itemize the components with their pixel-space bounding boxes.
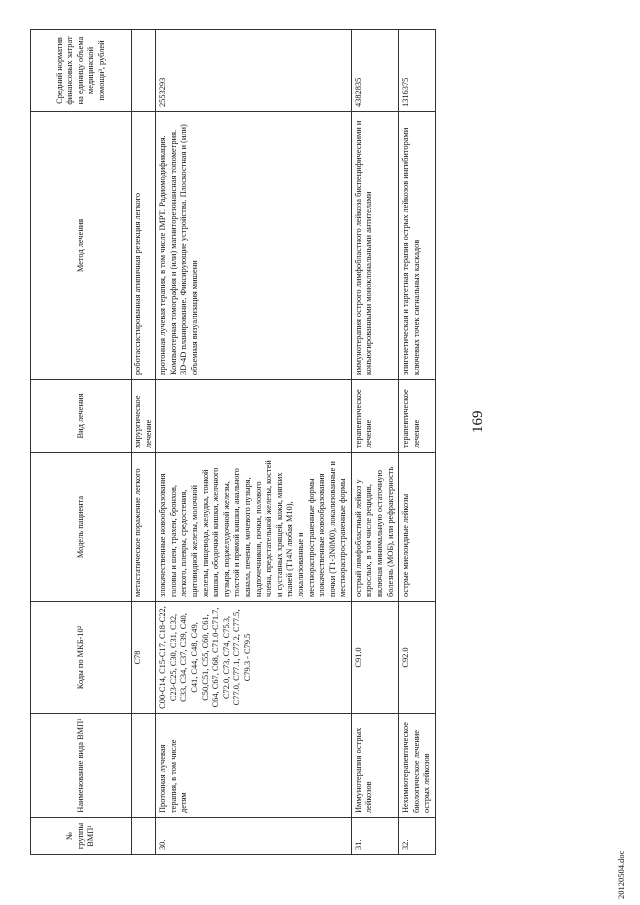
cell-method: эпигенетическая и таргетная терапия острых лейкозов ингибиторами ключевых точек сигнальных каскадов <box>399 112 436 380</box>
cell-codes: C91.0 <box>351 602 398 714</box>
cell-type <box>156 380 352 453</box>
table-row <box>132 30 156 855</box>
cell-cost: 4382835 <box>351 30 398 112</box>
table-header-row <box>31 30 132 855</box>
cell-type: терапевтическое лечение <box>399 380 436 453</box>
cell-num: 32. <box>399 818 436 855</box>
cell-codes: C00-C14, C15-C17, C18-C22, C23-C25, C30, C31, C32, C33, C34, C37, C39, C40, C41, C44, C48, C49, C50,C51, C55, C60, C61, C64, C67, C68, C71.0-C71.7, C72.0, C73, C74, C75.3, C77.0, C77.1, C77.2, C77.5, C79.3 - C79.5 <box>156 602 352 714</box>
cell-name: Нехимиотерапевтическое биологическое лечение острых лейкозов <box>399 714 436 818</box>
header-type: Вид лечения <box>31 380 132 453</box>
cell-name: Протонная лучевая терапия, в том числе детям <box>156 714 352 818</box>
cell-num <box>132 818 156 855</box>
header-name: Наименование вида ВМП¹ <box>31 714 132 818</box>
cell-codes: C92.0 <box>399 602 436 714</box>
page-number: 169 <box>470 410 486 433</box>
cell-name <box>132 714 156 818</box>
header-num: № группы ВМП¹ <box>31 818 132 855</box>
cell-name: Иммунотерапия острых лейкозов <box>351 714 398 818</box>
cell-cost: 2553293 <box>156 30 352 112</box>
cell-method: иммунотерапия острого лимфобластного лейкоза биспецифическими и конъюгированными моноклональными антителами <box>351 112 398 380</box>
header-model: Модель пациента <box>31 453 132 602</box>
table-row <box>351 30 398 855</box>
cell-type: хирургическое лечение <box>132 380 156 453</box>
header-codes: Коды по МКБ-10² <box>31 602 132 714</box>
header-method: Метод лечения <box>31 112 132 380</box>
footer-filename: 20120504.doc <box>616 850 626 899</box>
cell-num: 30. <box>156 818 352 855</box>
cell-method: протонная лучевая терапия, в том числе IMPT. Радиомодификация. Компьютерная томография и (или) магниторезонансная топометрия. 3D-4D планирование. Фиксирующие устройства. Плоскостная и (или) объемная визуализация мишени <box>156 112 352 380</box>
cell-codes: C78 <box>132 602 156 714</box>
cell-model: острый лимфобластный лейкоз у взрослых, в том числе рецидив, включая минимальную остаточную болезнь (МОБ), или рефрактерность <box>351 453 398 602</box>
cell-cost <box>132 30 156 112</box>
cell-model: злокачественные новообразования головы и шеи, трахеи, бронхов, легкого, плевры, средостения, щитовидной железы, молочной железы, пищевода, желудка, тонкой кишки, ободочной кишки, желчного пузыря, поджелудочной железы, толстой и прямой кишки, анального канала, печени, мочевого пузыря, надпочечников, почки, полового члена, предстательной железы, костей и суставных хрящей, кожи, мягких тканей (T14N любая M10), локализованные и местнораспространенные формы злокачественные новообразования почки (T1-3N0M0), локализованные и местнораспространенные формы <box>156 453 352 602</box>
header-cost: Средний норматив финансовых затрат на единицу объема медицинской помощи³, рублей <box>31 30 132 112</box>
cell-model: метастатическое поражение легкого <box>132 453 156 602</box>
cell-model: острые миелоидные лейкозы <box>399 453 436 602</box>
vmp-table <box>30 29 436 855</box>
cell-method: роботассистированная атипичная резекция легкого <box>132 112 156 380</box>
table-row <box>156 30 352 855</box>
table-row <box>399 30 436 855</box>
cell-num: 31. <box>351 818 398 855</box>
cell-cost: 1316375 <box>399 30 436 112</box>
cell-type: терапевтическое лечение <box>351 380 398 453</box>
